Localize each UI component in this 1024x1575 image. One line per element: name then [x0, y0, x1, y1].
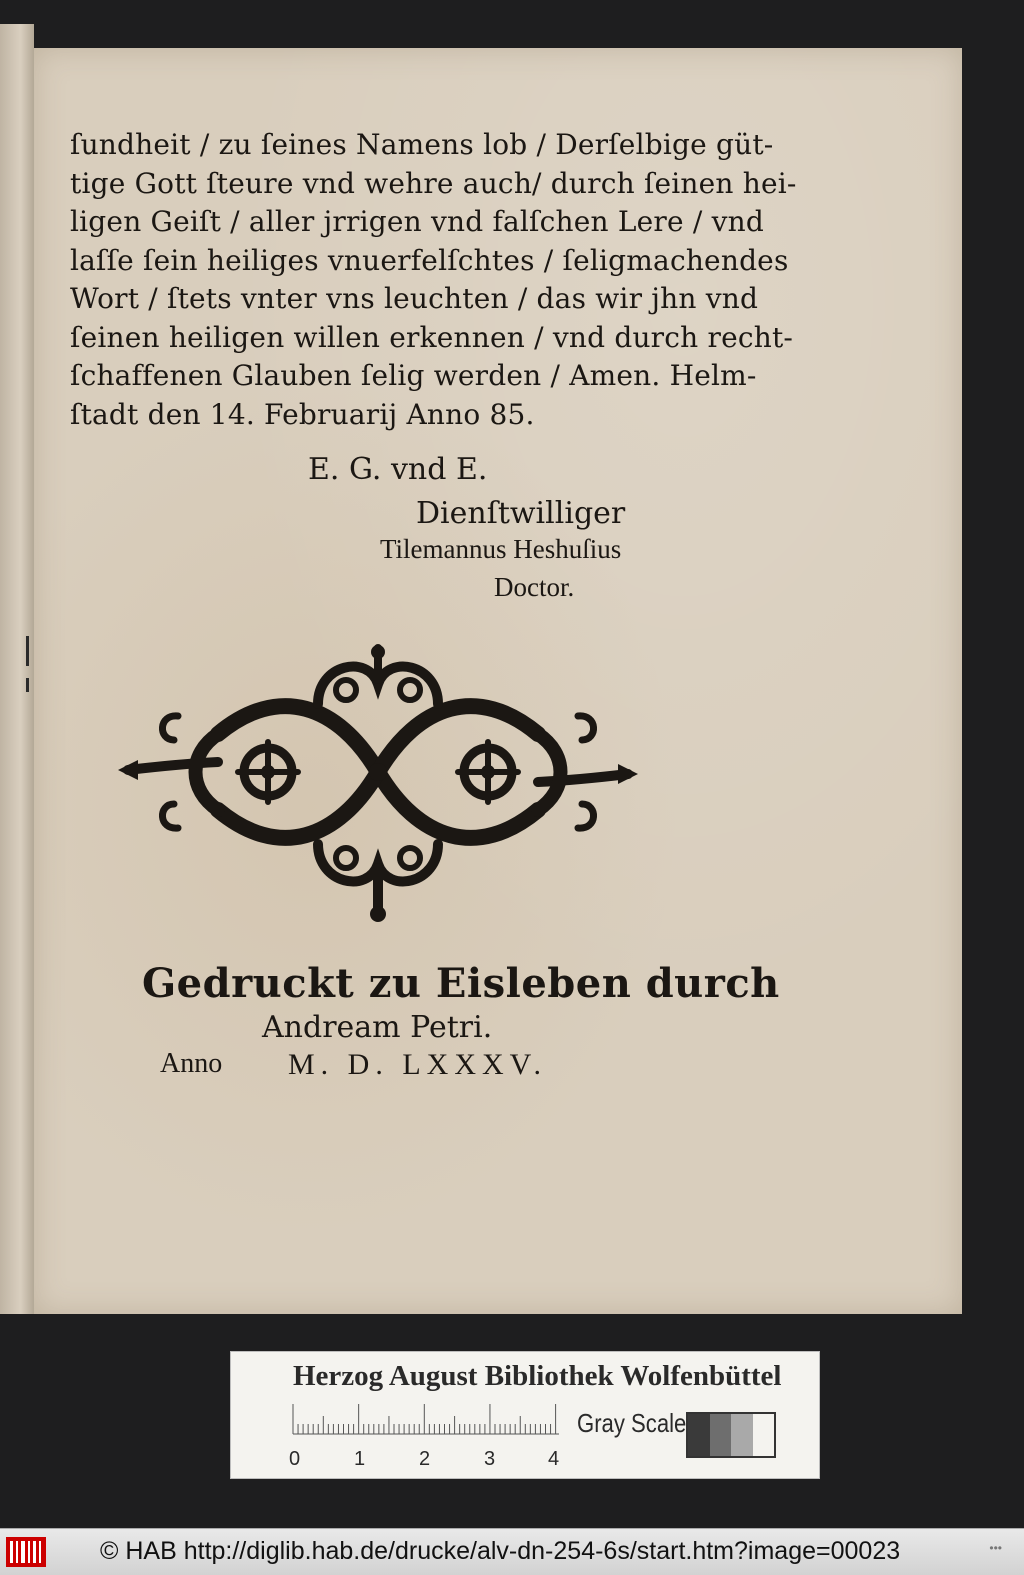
- gray-swatch: [753, 1414, 775, 1456]
- ruler-number: 0: [289, 1448, 301, 1470]
- signature-name: Tilemannus Heshuſius: [380, 534, 622, 564]
- ruler-number: 2: [419, 1448, 431, 1470]
- color-calibration-card: [230, 1351, 820, 1479]
- signature-servant: Dienſtwilliger: [416, 496, 626, 531]
- signature-title: Doctor.: [494, 572, 575, 602]
- page-mark: [26, 636, 29, 666]
- text-line: ligen Geiſt / aller jrrigen vnd falſchen Lere / vnd: [70, 205, 764, 238]
- text-line: laſſe ſein heiliges vnuerfelſchtes / ſeligmachendes: [70, 243, 789, 277]
- library-name: Herzog August Bibliothek Wolfenbüttel: [293, 1360, 782, 1392]
- ruler-number: 3: [484, 1448, 496, 1470]
- gray-scale-label: Gray Scale: [577, 1408, 687, 1438]
- text-line: ſeinen heiligen willen erkennen / vnd durch recht-: [70, 320, 794, 354]
- printer-ornament-icon: [118, 644, 638, 924]
- imprint-anno: Anno: [160, 1048, 223, 1079]
- more-options-icon[interactable]: •••: [989, 1541, 1002, 1555]
- imprint-printer-name: Andream Petri.: [262, 1010, 493, 1045]
- copyright-url[interactable]: © HAB http://diglib.hab.de/drucke/alv-dn-254-6s/start.htm?image=00023: [100, 1537, 901, 1565]
- ruler-scale: [289, 1404, 564, 1448]
- body-text: [70, 126, 797, 434]
- page-mark: [26, 678, 29, 692]
- text-line: ſtadt den 14. Februarij Anno 85.: [70, 397, 535, 431]
- gray-swatch: [710, 1414, 732, 1456]
- text-line: tige Gott ſteure vnd wehre auch/ durch ſeinen hei-: [70, 166, 797, 200]
- gray-swatch: [688, 1414, 710, 1456]
- status-bar: [0, 1528, 1024, 1575]
- text-line: ſchaffenen Glauben ſelig werden / Amen. Helm-: [70, 359, 757, 392]
- gray-swatch: [731, 1414, 753, 1456]
- ruler-number: 4: [548, 1448, 560, 1470]
- hab-barcode-logo-icon: [6, 1537, 46, 1567]
- previous-page-edge: [0, 24, 34, 1314]
- gray-scale-swatches: [686, 1412, 776, 1458]
- signature-salutation: E. G. vnd E.: [308, 452, 488, 487]
- imprint-year: M. D. LXXXV.: [288, 1048, 547, 1081]
- imprint-printer-line: Gedruckt zu Eisleben durch: [142, 960, 780, 1007]
- text-line: Wort / ſtets vnter vns leuchten / das wir jhn vnd: [70, 282, 759, 315]
- text-line: ſundheit / zu ſeines Namens lob / Derſelbige güt-: [70, 128, 774, 161]
- book-page: [34, 48, 962, 1314]
- ruler-number: 1: [354, 1448, 366, 1470]
